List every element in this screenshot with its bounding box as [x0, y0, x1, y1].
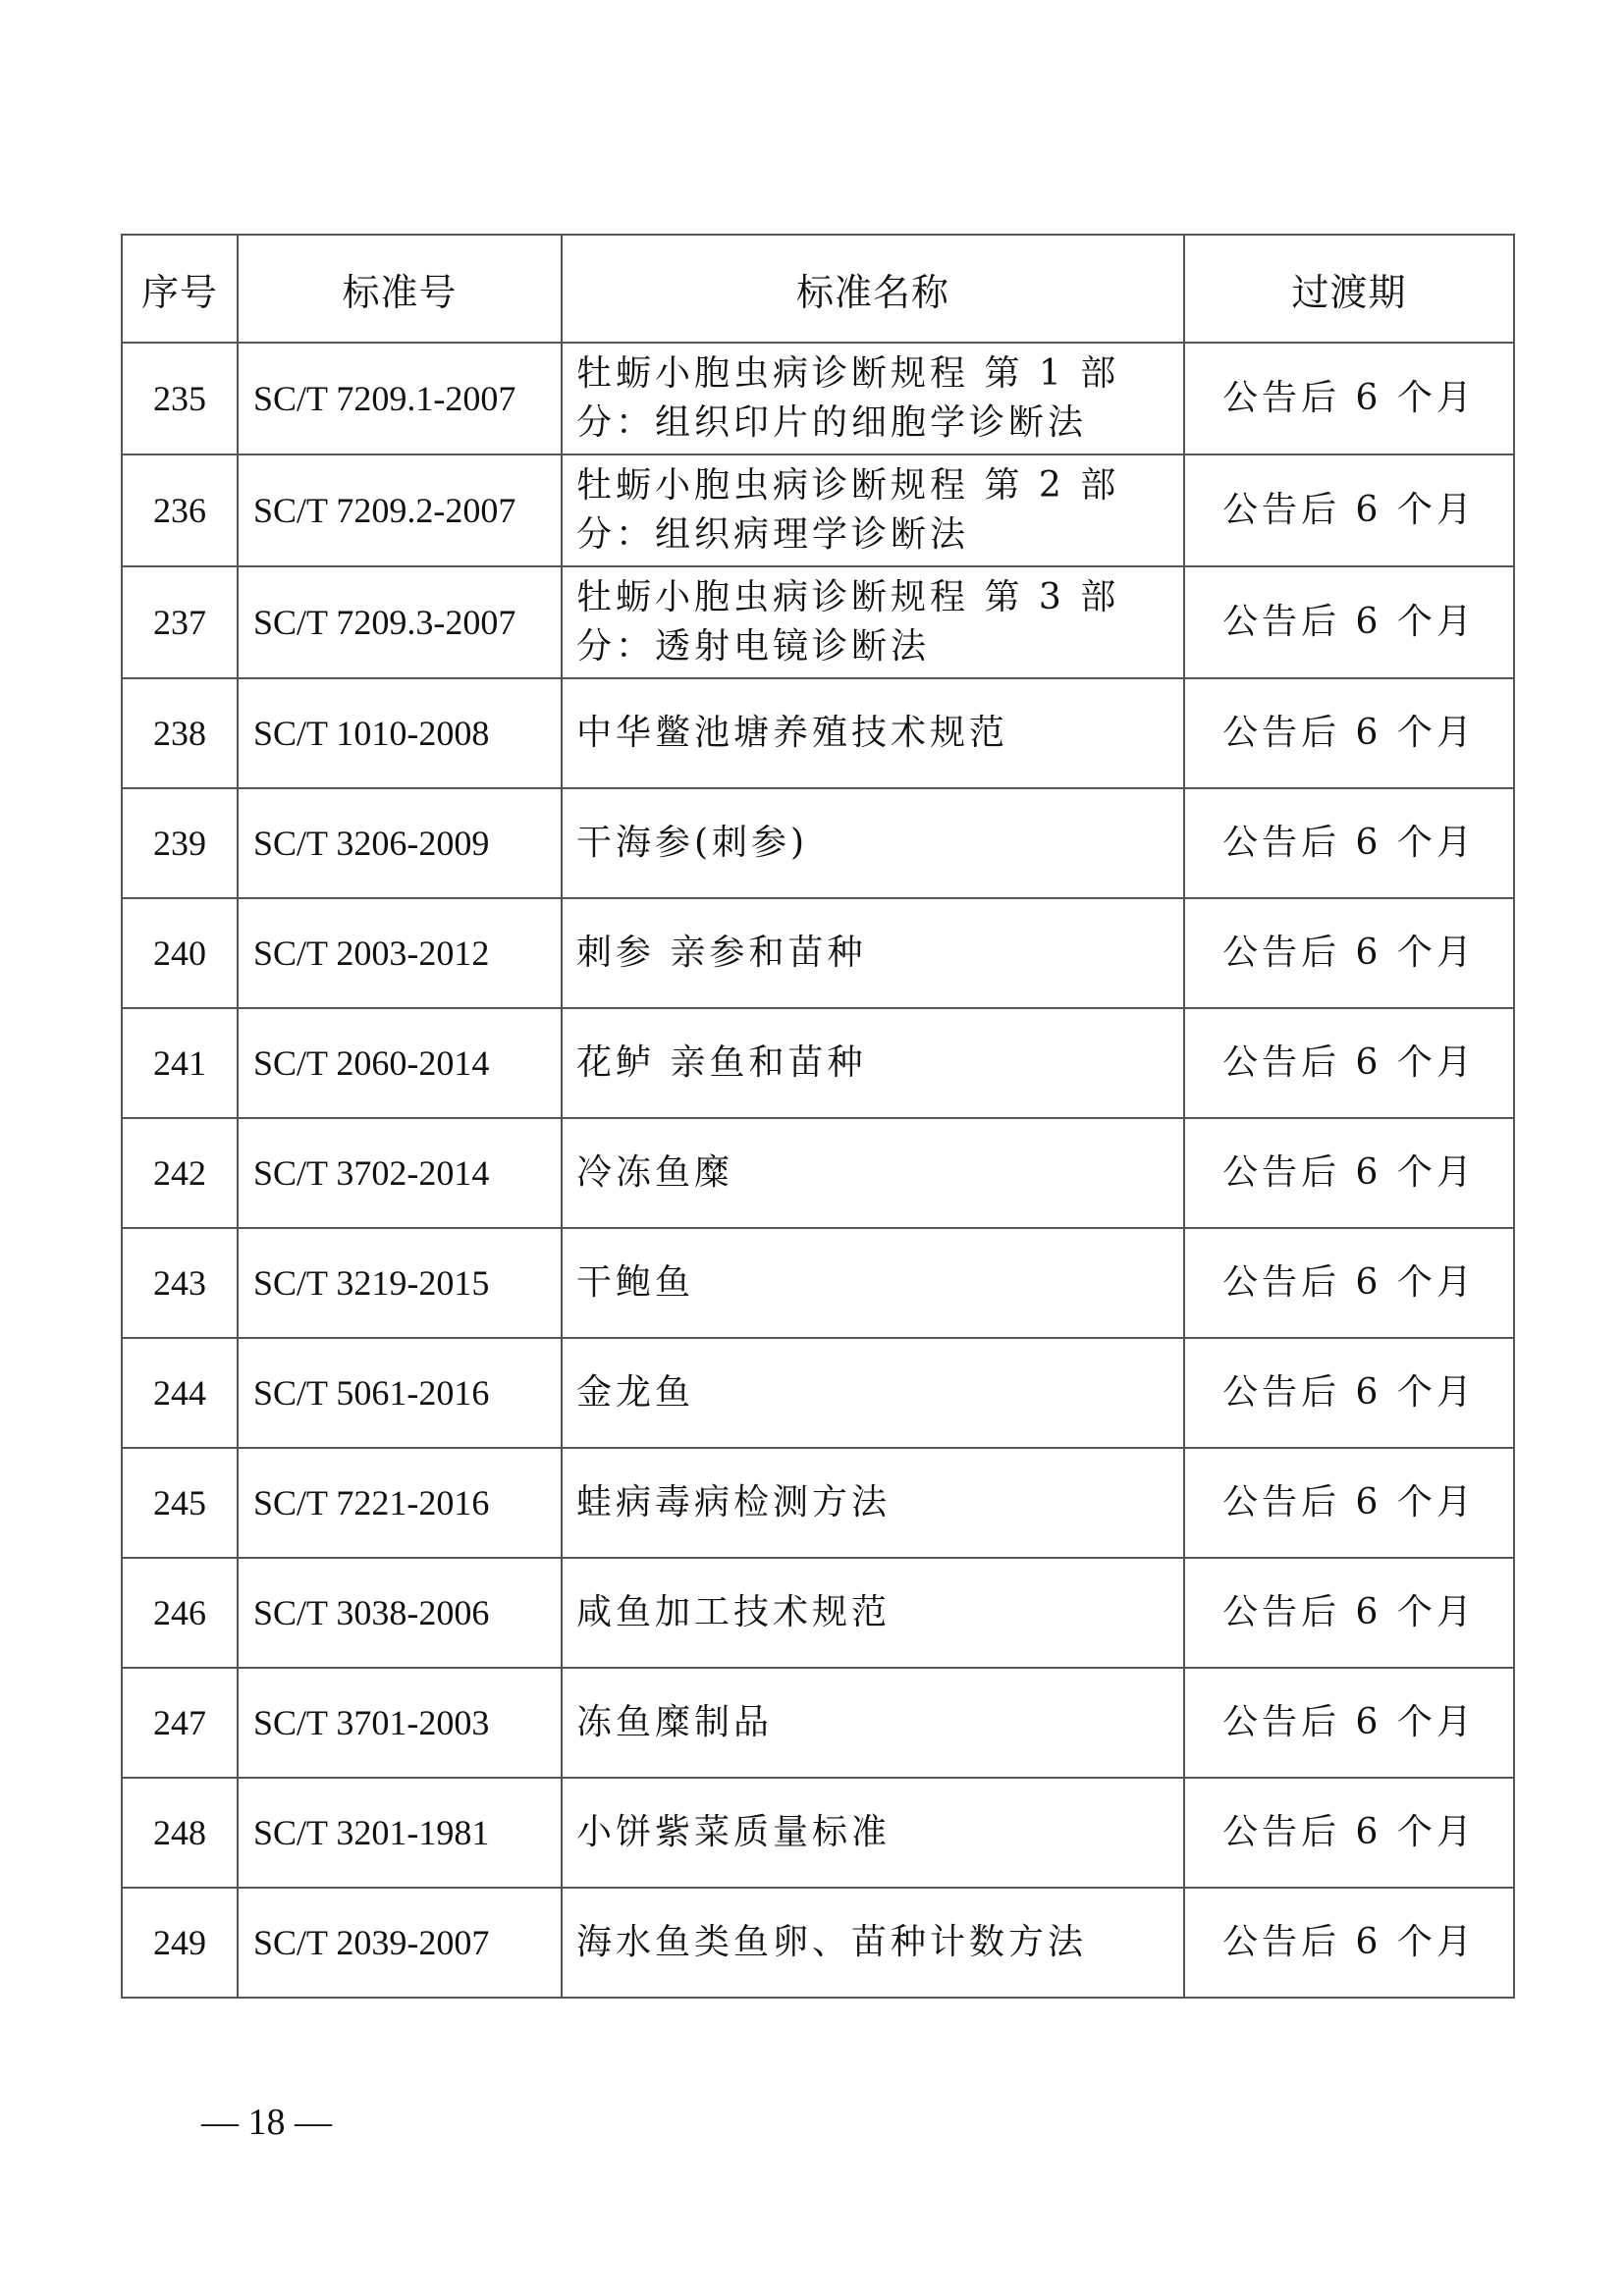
row-standard-code: SC/T 5061-2016 [238, 1338, 562, 1448]
table-row [122, 1008, 1514, 1118]
table-row [122, 454, 1514, 566]
row-transition-period: 公告后 6 个月 [1184, 1888, 1514, 1998]
table-row [122, 1778, 1514, 1888]
row-standard-name: 小饼紫菜质量标准 [562, 1778, 1184, 1888]
row-transition-period: 公告后 6 个月 [1184, 1338, 1514, 1448]
row-standard-code: SC/T 7209.1-2007 [238, 343, 562, 454]
table-row [122, 678, 1514, 788]
row-serial-number: 246 [122, 1558, 238, 1668]
row-standard-code: SC/T 3038-2006 [238, 1558, 562, 1668]
row-serial-number: 240 [122, 898, 238, 1008]
row-standard-code: SC/T 2039-2007 [238, 1888, 562, 1998]
header-standard-name: 标准名称 [562, 235, 1184, 343]
table-row [122, 1228, 1514, 1338]
row-serial-number: 241 [122, 1008, 238, 1118]
table-row [122, 566, 1514, 678]
row-serial-number: 245 [122, 1448, 238, 1558]
table-row [122, 1118, 1514, 1228]
row-serial-number: 244 [122, 1338, 238, 1448]
row-transition-period: 公告后 6 个月 [1184, 1558, 1514, 1668]
row-standard-name: 牡蛎小胞虫病诊断规程 第 3 部分：透射电镜诊断法 [562, 566, 1184, 678]
row-standard-name: 中华鳖池塘养殖技术规范 [562, 678, 1184, 788]
row-standard-code: SC/T 7209.3-2007 [238, 566, 562, 678]
row-transition-period: 公告后 6 个月 [1184, 454, 1514, 566]
row-serial-number: 238 [122, 678, 238, 788]
page-number: — 18 — [201, 2102, 332, 2143]
row-standard-code: SC/T 7209.2-2007 [238, 454, 562, 566]
row-transition-period: 公告后 6 个月 [1184, 1448, 1514, 1558]
row-transition-period: 公告后 6 个月 [1184, 1778, 1514, 1888]
row-standard-code: SC/T 2003-2012 [238, 898, 562, 1008]
row-standard-name: 牡蛎小胞虫病诊断规程 第 1 部分：组织印片的细胞学诊断法 [562, 343, 1184, 454]
row-standard-name: 蛙病毒病检测方法 [562, 1448, 1184, 1558]
row-standard-code: SC/T 3206-2009 [238, 788, 562, 898]
row-standard-code: SC/T 3219-2015 [238, 1228, 562, 1338]
row-serial-number: 237 [122, 566, 238, 678]
row-standard-code: SC/T 1010-2008 [238, 678, 562, 788]
row-serial-number: 236 [122, 454, 238, 566]
row-transition-period: 公告后 6 个月 [1184, 788, 1514, 898]
row-standard-code: SC/T 3702-2014 [238, 1118, 562, 1228]
table-row [122, 1668, 1514, 1778]
row-standard-name: 干海参(刺参) [562, 788, 1184, 898]
row-serial-number: 242 [122, 1118, 238, 1228]
row-transition-period: 公告后 6 个月 [1184, 898, 1514, 1008]
row-transition-period: 公告后 6 个月 [1184, 1118, 1514, 1228]
row-standard-name: 冻鱼糜制品 [562, 1668, 1184, 1778]
row-standard-name: 海水鱼类鱼卵、苗种计数方法 [562, 1888, 1184, 1998]
header-serial-number: 序号 [122, 235, 238, 343]
row-standard-code: SC/T 3201-1981 [238, 1778, 562, 1888]
row-transition-period: 公告后 6 个月 [1184, 343, 1514, 454]
row-standard-name: 咸鱼加工技术规范 [562, 1558, 1184, 1668]
table-header-row [122, 235, 1514, 343]
table-row [122, 343, 1514, 454]
row-standard-name: 花鲈 亲鱼和苗种 [562, 1008, 1184, 1118]
row-standard-name: 干鲍鱼 [562, 1228, 1184, 1338]
row-standard-code: SC/T 3701-2003 [238, 1668, 562, 1778]
row-serial-number: 235 [122, 343, 238, 454]
table-row [122, 1338, 1514, 1448]
row-serial-number: 243 [122, 1228, 238, 1338]
table-body [122, 343, 1514, 1998]
row-transition-period: 公告后 6 个月 [1184, 1228, 1514, 1338]
header-transition-period: 过渡期 [1184, 235, 1514, 343]
row-transition-period: 公告后 6 个月 [1184, 678, 1514, 788]
row-transition-period: 公告后 6 个月 [1184, 1008, 1514, 1118]
row-serial-number: 247 [122, 1668, 238, 1778]
row-standard-name: 金龙鱼 [562, 1338, 1184, 1448]
table-row [122, 1558, 1514, 1668]
row-serial-number: 249 [122, 1888, 238, 1998]
table-row [122, 1448, 1514, 1558]
row-transition-period: 公告后 6 个月 [1184, 1668, 1514, 1778]
table-row [122, 898, 1514, 1008]
row-standard-code: SC/T 2060-2014 [238, 1008, 562, 1118]
table-row [122, 788, 1514, 898]
row-standard-name: 牡蛎小胞虫病诊断规程 第 2 部分：组织病理学诊断法 [562, 454, 1184, 566]
row-serial-number: 248 [122, 1778, 238, 1888]
row-transition-period: 公告后 6 个月 [1184, 566, 1514, 678]
header-standard-code: 标准号 [238, 235, 562, 343]
row-standard-name: 刺参 亲参和苗种 [562, 898, 1184, 1008]
row-standard-code: SC/T 7221-2016 [238, 1448, 562, 1558]
row-serial-number: 239 [122, 788, 238, 898]
standards-table [121, 234, 1515, 1999]
table-row [122, 1888, 1514, 1998]
row-standard-name: 冷冻鱼糜 [562, 1118, 1184, 1228]
